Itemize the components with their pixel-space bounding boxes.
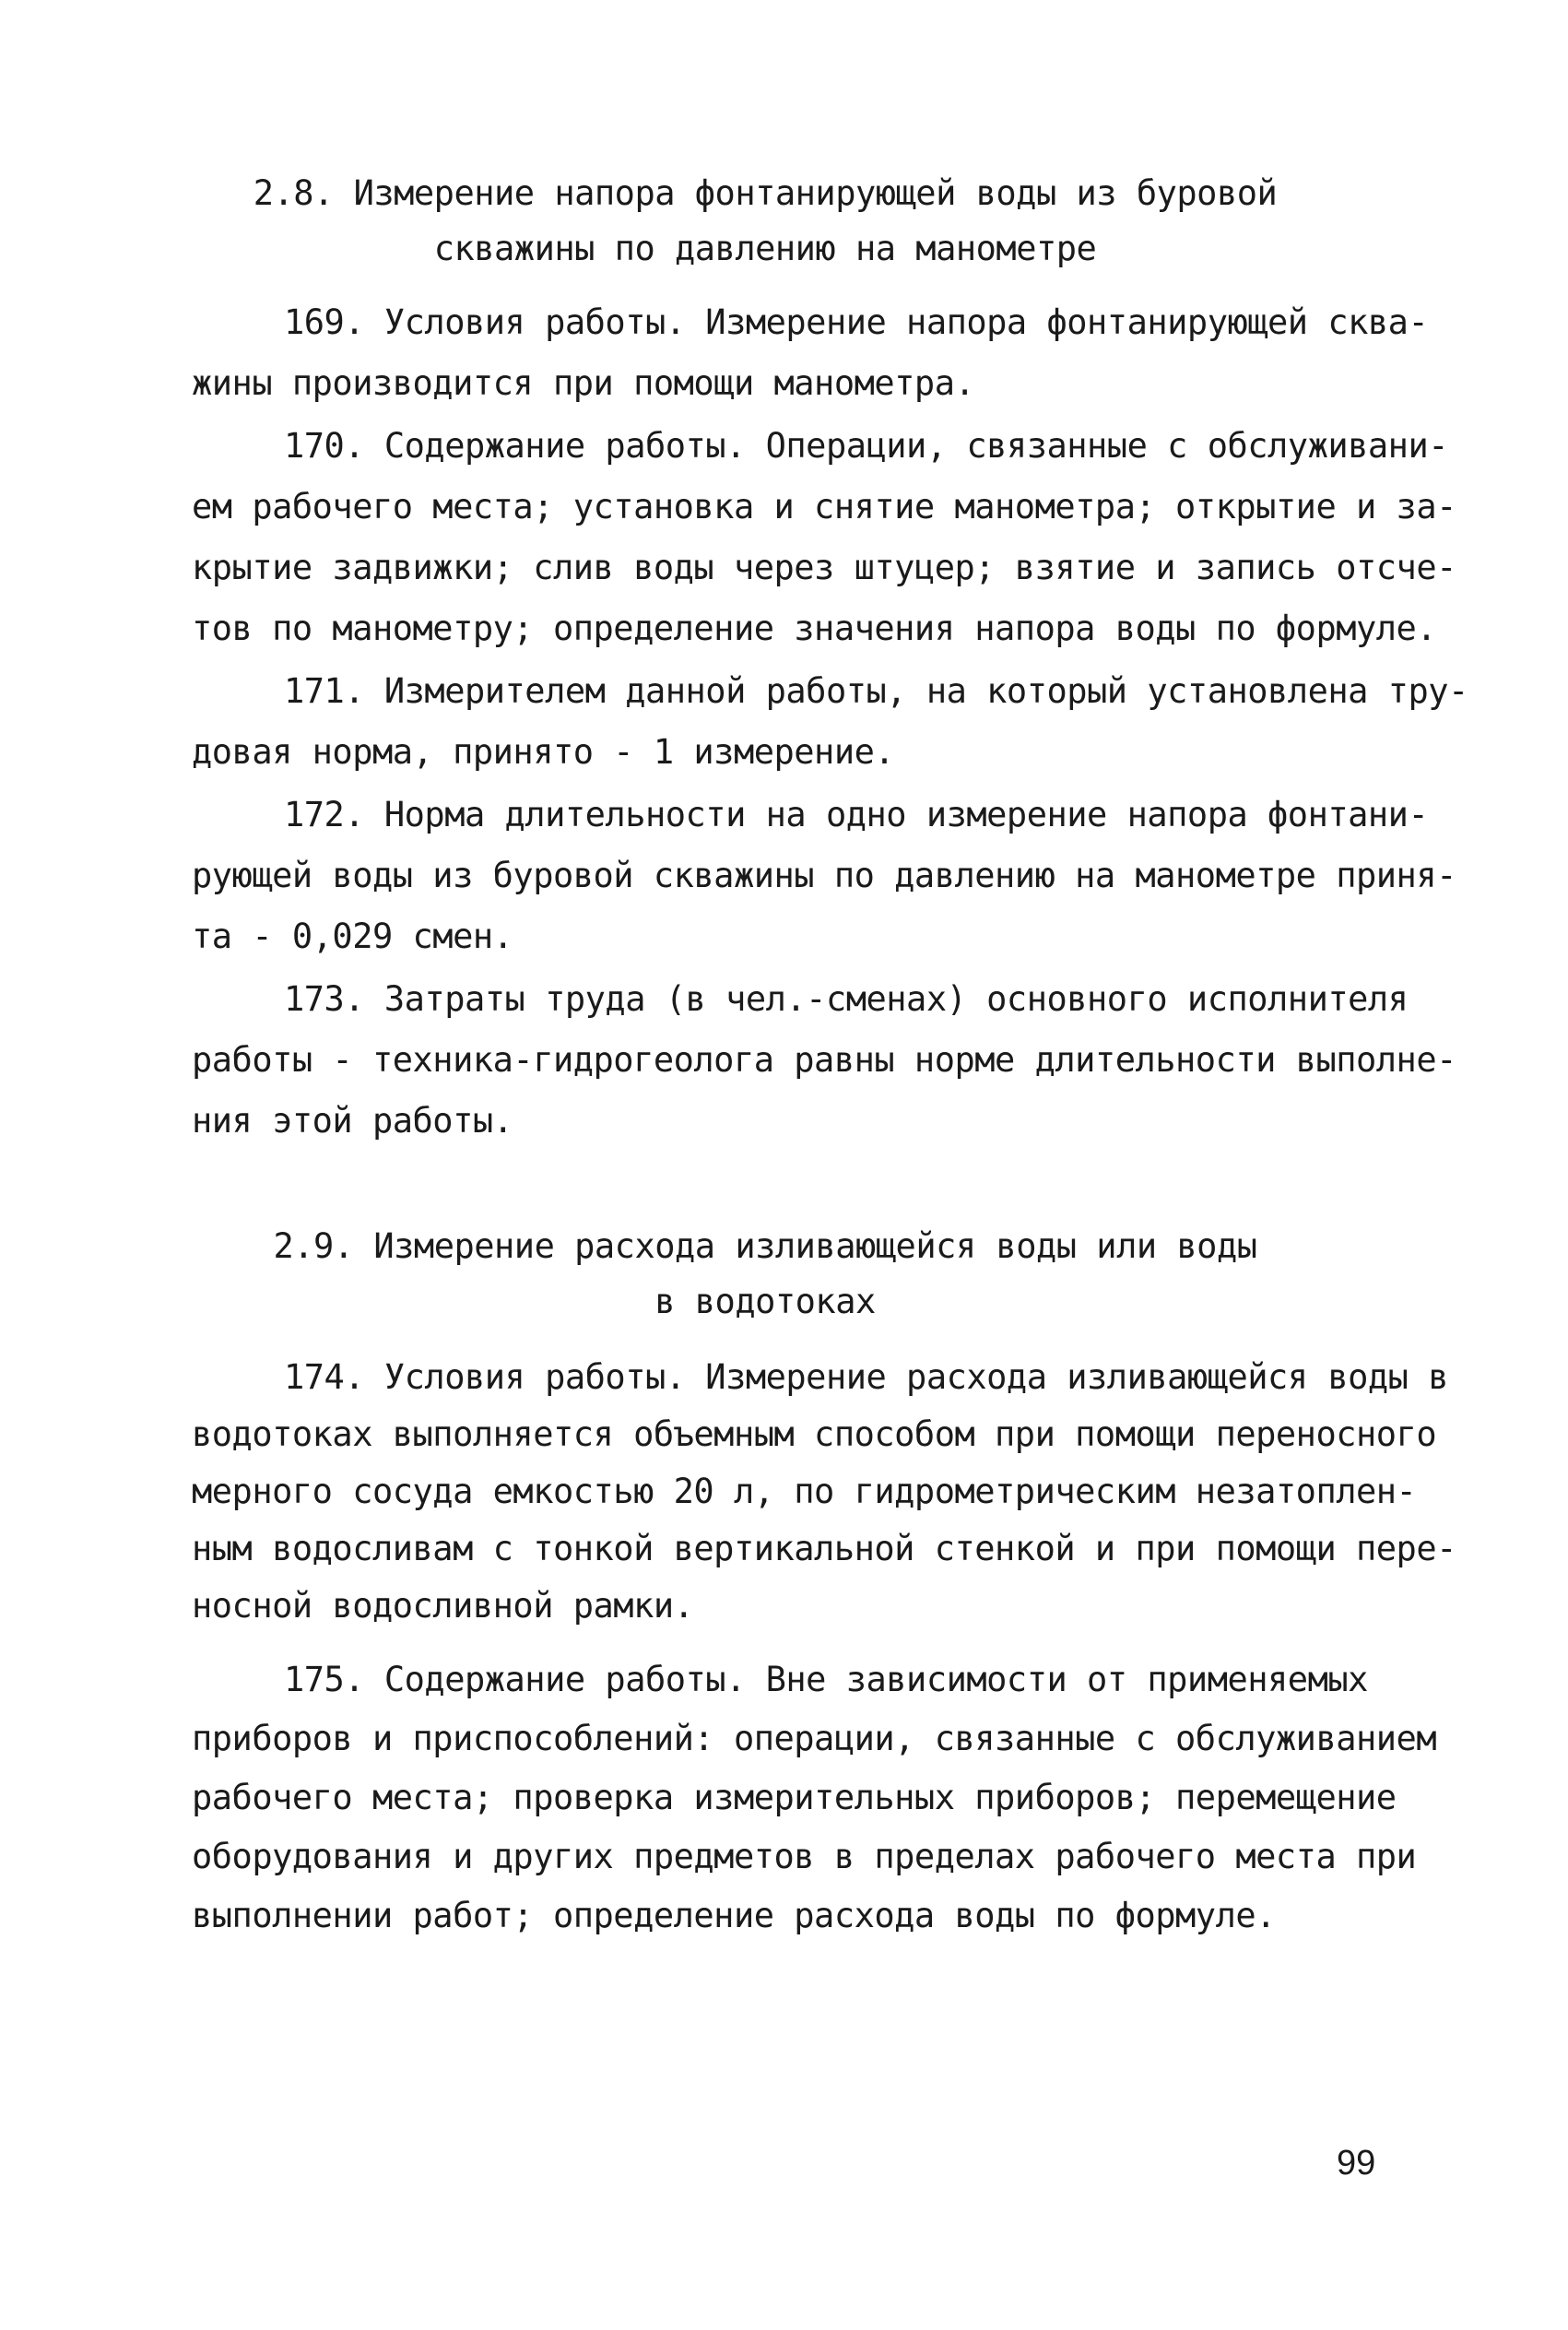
paragraph-line: 175. Содержание работы. Вне зависимости от применяемых bbox=[284, 1660, 1368, 1699]
paragraph-line: приборов и приспособлений: операции, связанные с обслуживанием bbox=[192, 1719, 1437, 1758]
heading-line: скважины по давлению на манометре bbox=[433, 229, 1097, 268]
paragraph-line: жины производится при помощи манометра. bbox=[192, 363, 975, 403]
paragraph-line: 170. Содержание работы. Операции, связанные с обслуживани- bbox=[284, 426, 1449, 466]
paragraph-line: 172. Норма длительности на одно измерение напора фонтани- bbox=[284, 795, 1429, 834]
paragraph-line: 173. Затраты труда (в чел.-сменах) основного исполнителя bbox=[284, 979, 1409, 1019]
paragraph-line: 171. Измерителем данной работы, на который установлена тру- bbox=[284, 671, 1468, 711]
paragraph-line: тов по манометру; определение значения напора воды по формуле. bbox=[192, 609, 1437, 648]
paragraph-line: работы - техника-гидрогеолога равны норме длительности выполне- bbox=[192, 1040, 1456, 1080]
paragraph-line: 174. Условия работы. Измерение расхода изливающейся воды в bbox=[284, 1357, 1449, 1397]
paragraph-line: довая норма, принято - 1 измерение. bbox=[192, 732, 895, 772]
paragraph-line: рабочего места; проверка измерительных приборов; перемещение bbox=[192, 1778, 1397, 1817]
heading-line: в водотоках bbox=[654, 1282, 876, 1321]
page-number: 99 bbox=[1337, 2144, 1376, 2182]
paragraph-line: мерного сосуда емкостью 20 л, по гидрометрическим незатоплен- bbox=[192, 1472, 1417, 1511]
paragraph-line: рующей воды из буровой скважины по давлению на манометре приня- bbox=[192, 856, 1456, 895]
paragraph-line: ем рабочего места; установка и снятие манометра; открытие и за- bbox=[192, 487, 1456, 526]
heading-line: 2.9. Измерение расхода изливающейся воды или воды bbox=[273, 1226, 1257, 1266]
paragraph-line: крытие задвижки; слив воды через штуцер; взятие и запись отсче- bbox=[192, 548, 1456, 587]
section-heading-2-8 bbox=[184, 166, 1346, 277]
paragraph-line: та - 0,029 смен. bbox=[192, 917, 513, 956]
paragraph-line: выполнении работ; определение расхода воды по формуле. bbox=[192, 1896, 1276, 1935]
section-heading-2-9 bbox=[184, 1219, 1346, 1330]
heading-line: 2.8. Измерение напора фонтанирующей воды из буровой bbox=[253, 173, 1278, 213]
paragraph-line: 169. Условия работы. Измерение напора фонтанирующей сква- bbox=[284, 302, 1429, 342]
paragraph-line: носной водосливной рамки. bbox=[192, 1586, 694, 1626]
paragraph-line: водотоках выполняется объемным способом при помощи переносного bbox=[192, 1414, 1437, 1454]
paragraph-line: ным водосливам с тонкой вертикальной стенкой и при помощи пере- bbox=[192, 1529, 1456, 1568]
paragraph-line: оборудования и других предметов в пределах рабочего места при bbox=[192, 1837, 1417, 1876]
paragraph-line: ния этой работы. bbox=[192, 1101, 513, 1141]
